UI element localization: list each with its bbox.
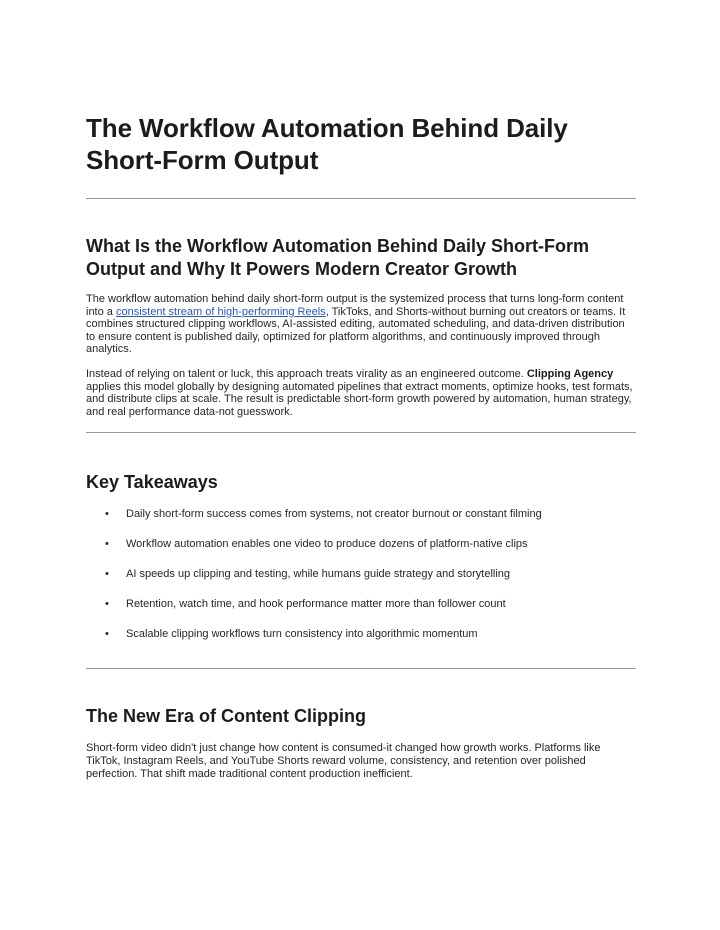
divider [86, 668, 636, 669]
list-item-text: Daily short-form success comes from systems, not creator burnout or constant filming [126, 508, 542, 521]
key-takeaways-list [86, 508, 636, 658]
section-paragraph [86, 368, 636, 418]
divider [86, 198, 636, 199]
divider [86, 432, 636, 433]
list-item-text: Workflow automation enables one video to produce dozens of platform-native clips [126, 538, 528, 551]
paragraph-text: , TikToks, and Shorts-without burning out creators or teams. It combines structured clipping workflows, AI-assisted editing, automated scheduling, and data-driven distribution to ensure content is published daily, optimized for platform algorithms, and continuously improved through analytics. [86, 305, 626, 356]
bullet-icon: • [105, 628, 109, 641]
section-paragraph: Short-form video didn't just change how content is consumed-it changed how growth works. Platforms like TikTok, Instagram Reels, and YouTube Shorts reward volume, consistency, and retention over polished perfection. That shift made traditional content production inefficient. [86, 742, 601, 780]
section-paragraph [86, 293, 636, 356]
clipping-agency-bold: Clipping Agency [526, 367, 614, 380]
paragraph-text: applies this model globally by designing automated pipelines that extract moments, optimize hooks, test formats, and distribute clips at scale. The result is predictable short-form growth powered by automation, human strategy, and real performance data-not guesswork. [86, 380, 633, 418]
section-heading-key-takeaways: Key Takeaways [86, 472, 218, 493]
section-heading-new-era: The New Era of Content Clipping [86, 706, 366, 727]
bullet-icon: • [105, 568, 109, 581]
paragraph-text: The workflow automation behind daily short-form output is the systemized process that turns long-form content into a [86, 293, 624, 318]
list-item-text: Scalable clipping workflows turn consistency into algorithmic momentum [126, 628, 478, 641]
document-title: The Workflow Automation Behind Daily Short-Form Output [86, 113, 568, 175]
list-item-text: Retention, watch time, and hook performance matter more than follower count [126, 598, 506, 611]
section-heading-what-is: What Is the Workflow Automation Behind Daily Short-Form Output and Why It Powers Modern Creator Growth [86, 236, 589, 279]
document-page [86, 112, 636, 780]
list-item [86, 508, 636, 538]
high-performing-reels-link[interactable]: consistent stream of high-performing Reels [115, 305, 326, 318]
list-item-text: AI speeds up clipping and testing, while humans guide strategy and storytelling [126, 568, 511, 581]
list-item [86, 628, 636, 658]
paragraph-text: Instead of relying on talent or luck, this approach treats virality as an engineered outcome. [86, 367, 527, 380]
list-item [86, 568, 636, 598]
list-item [86, 538, 636, 568]
list-item [86, 598, 636, 628]
bullet-icon: • [105, 598, 109, 611]
bullet-icon: • [105, 508, 109, 521]
bullet-icon: • [105, 538, 109, 551]
